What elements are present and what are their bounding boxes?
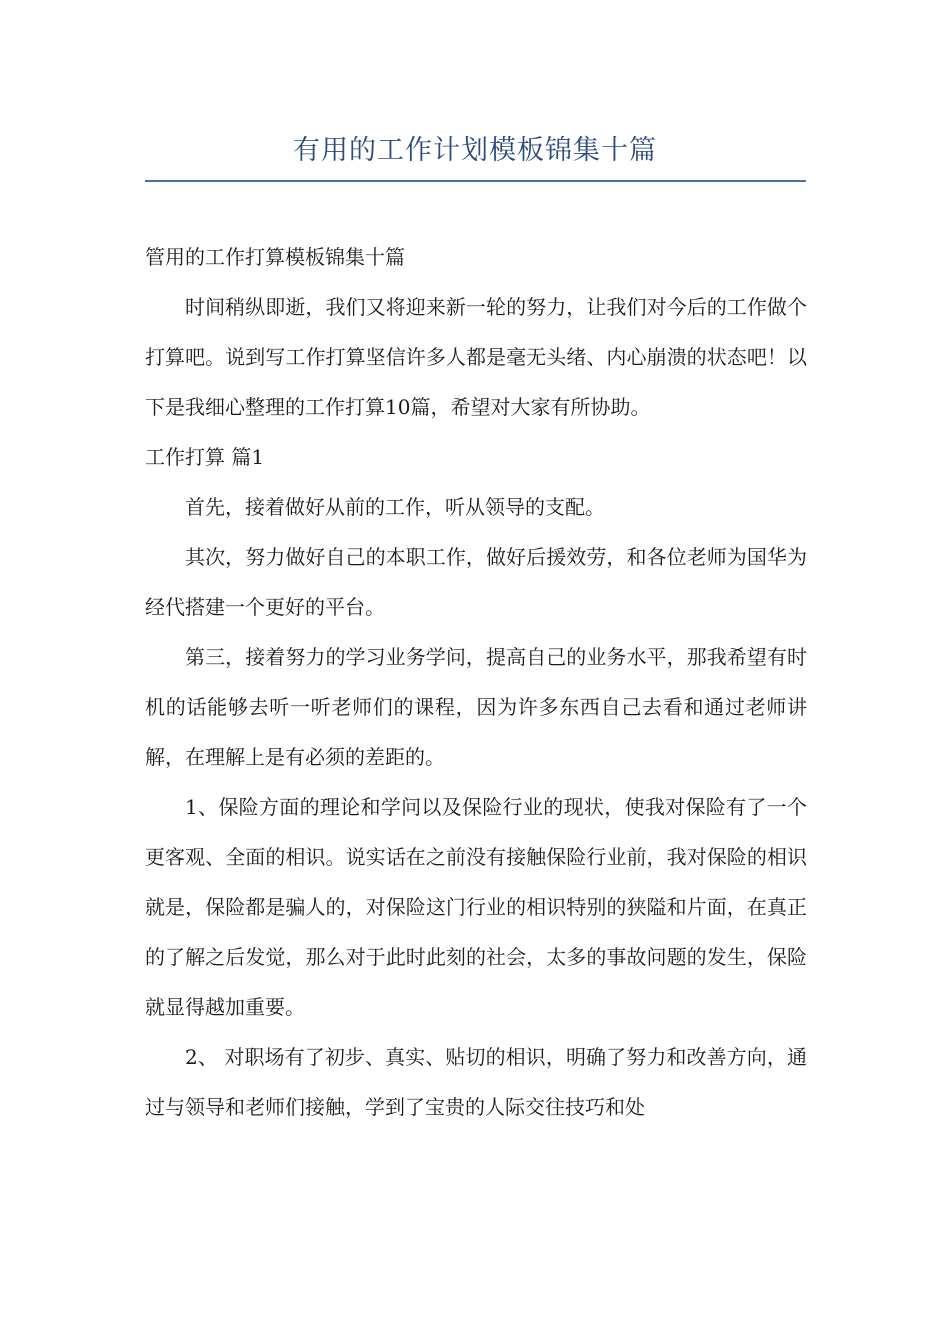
paragraph-subtitle: 管用的工作打算模板锦集十篇 [145, 245, 405, 269]
title-underline [145, 180, 806, 182]
paragraph-item-2: 2、 对职场有了初步、真实、贴切的相识，明确了努力和改善方向，通过与领导和老师们接触，学到了宝贵的人际交往技巧和处 [145, 1045, 807, 1119]
paragraph-item-1: 1、保险方面的理论和学问以及保险行业的现状，使我对保险有了一个更客观、全面的相识。说实话在之前没有接触保险行业前，我对保险的相识就是，保险都是骗人的，对保险这门行业的相识特别的狭隘和片面，在真正的了解之后发觉，那么对于此时此刻的社会，太多的事故问题的发生，保险就显得越加重要。 [145, 795, 807, 1019]
paragraph-intro: 时间稍纵即逝，我们又将迎来新一轮的努力，让我们对今后的工作做个打算吧。说到写工作打算坚信许多人都是毫无头绪、内心崩溃的状态吧！以下是我细心整理的工作打算10篇，希望对大家有所协助。 [145, 295, 807, 419]
paragraph-second: 其次，努力做好自己的本职工作，做好后援效劳，和各位老师为国华为经代搭建一个更好的平台。 [145, 545, 807, 619]
section-heading: 工作打算 篇1 [145, 445, 265, 469]
paragraph-third: 第三，接着努力的学习业务学问，提高自己的业务水平，那我希望有时机的话能够去听一听老师们的课程，因为许多东西自己去看和通过老师讲解，在理解上是有必须的差距的。 [145, 645, 807, 769]
paragraph-first: 首先，接着做好从前的工作，听从领导的支配。 [185, 495, 605, 519]
document-title: 有用的工作计划模板锦集十篇 [293, 135, 657, 166]
document-body [145, 232, 807, 1132]
